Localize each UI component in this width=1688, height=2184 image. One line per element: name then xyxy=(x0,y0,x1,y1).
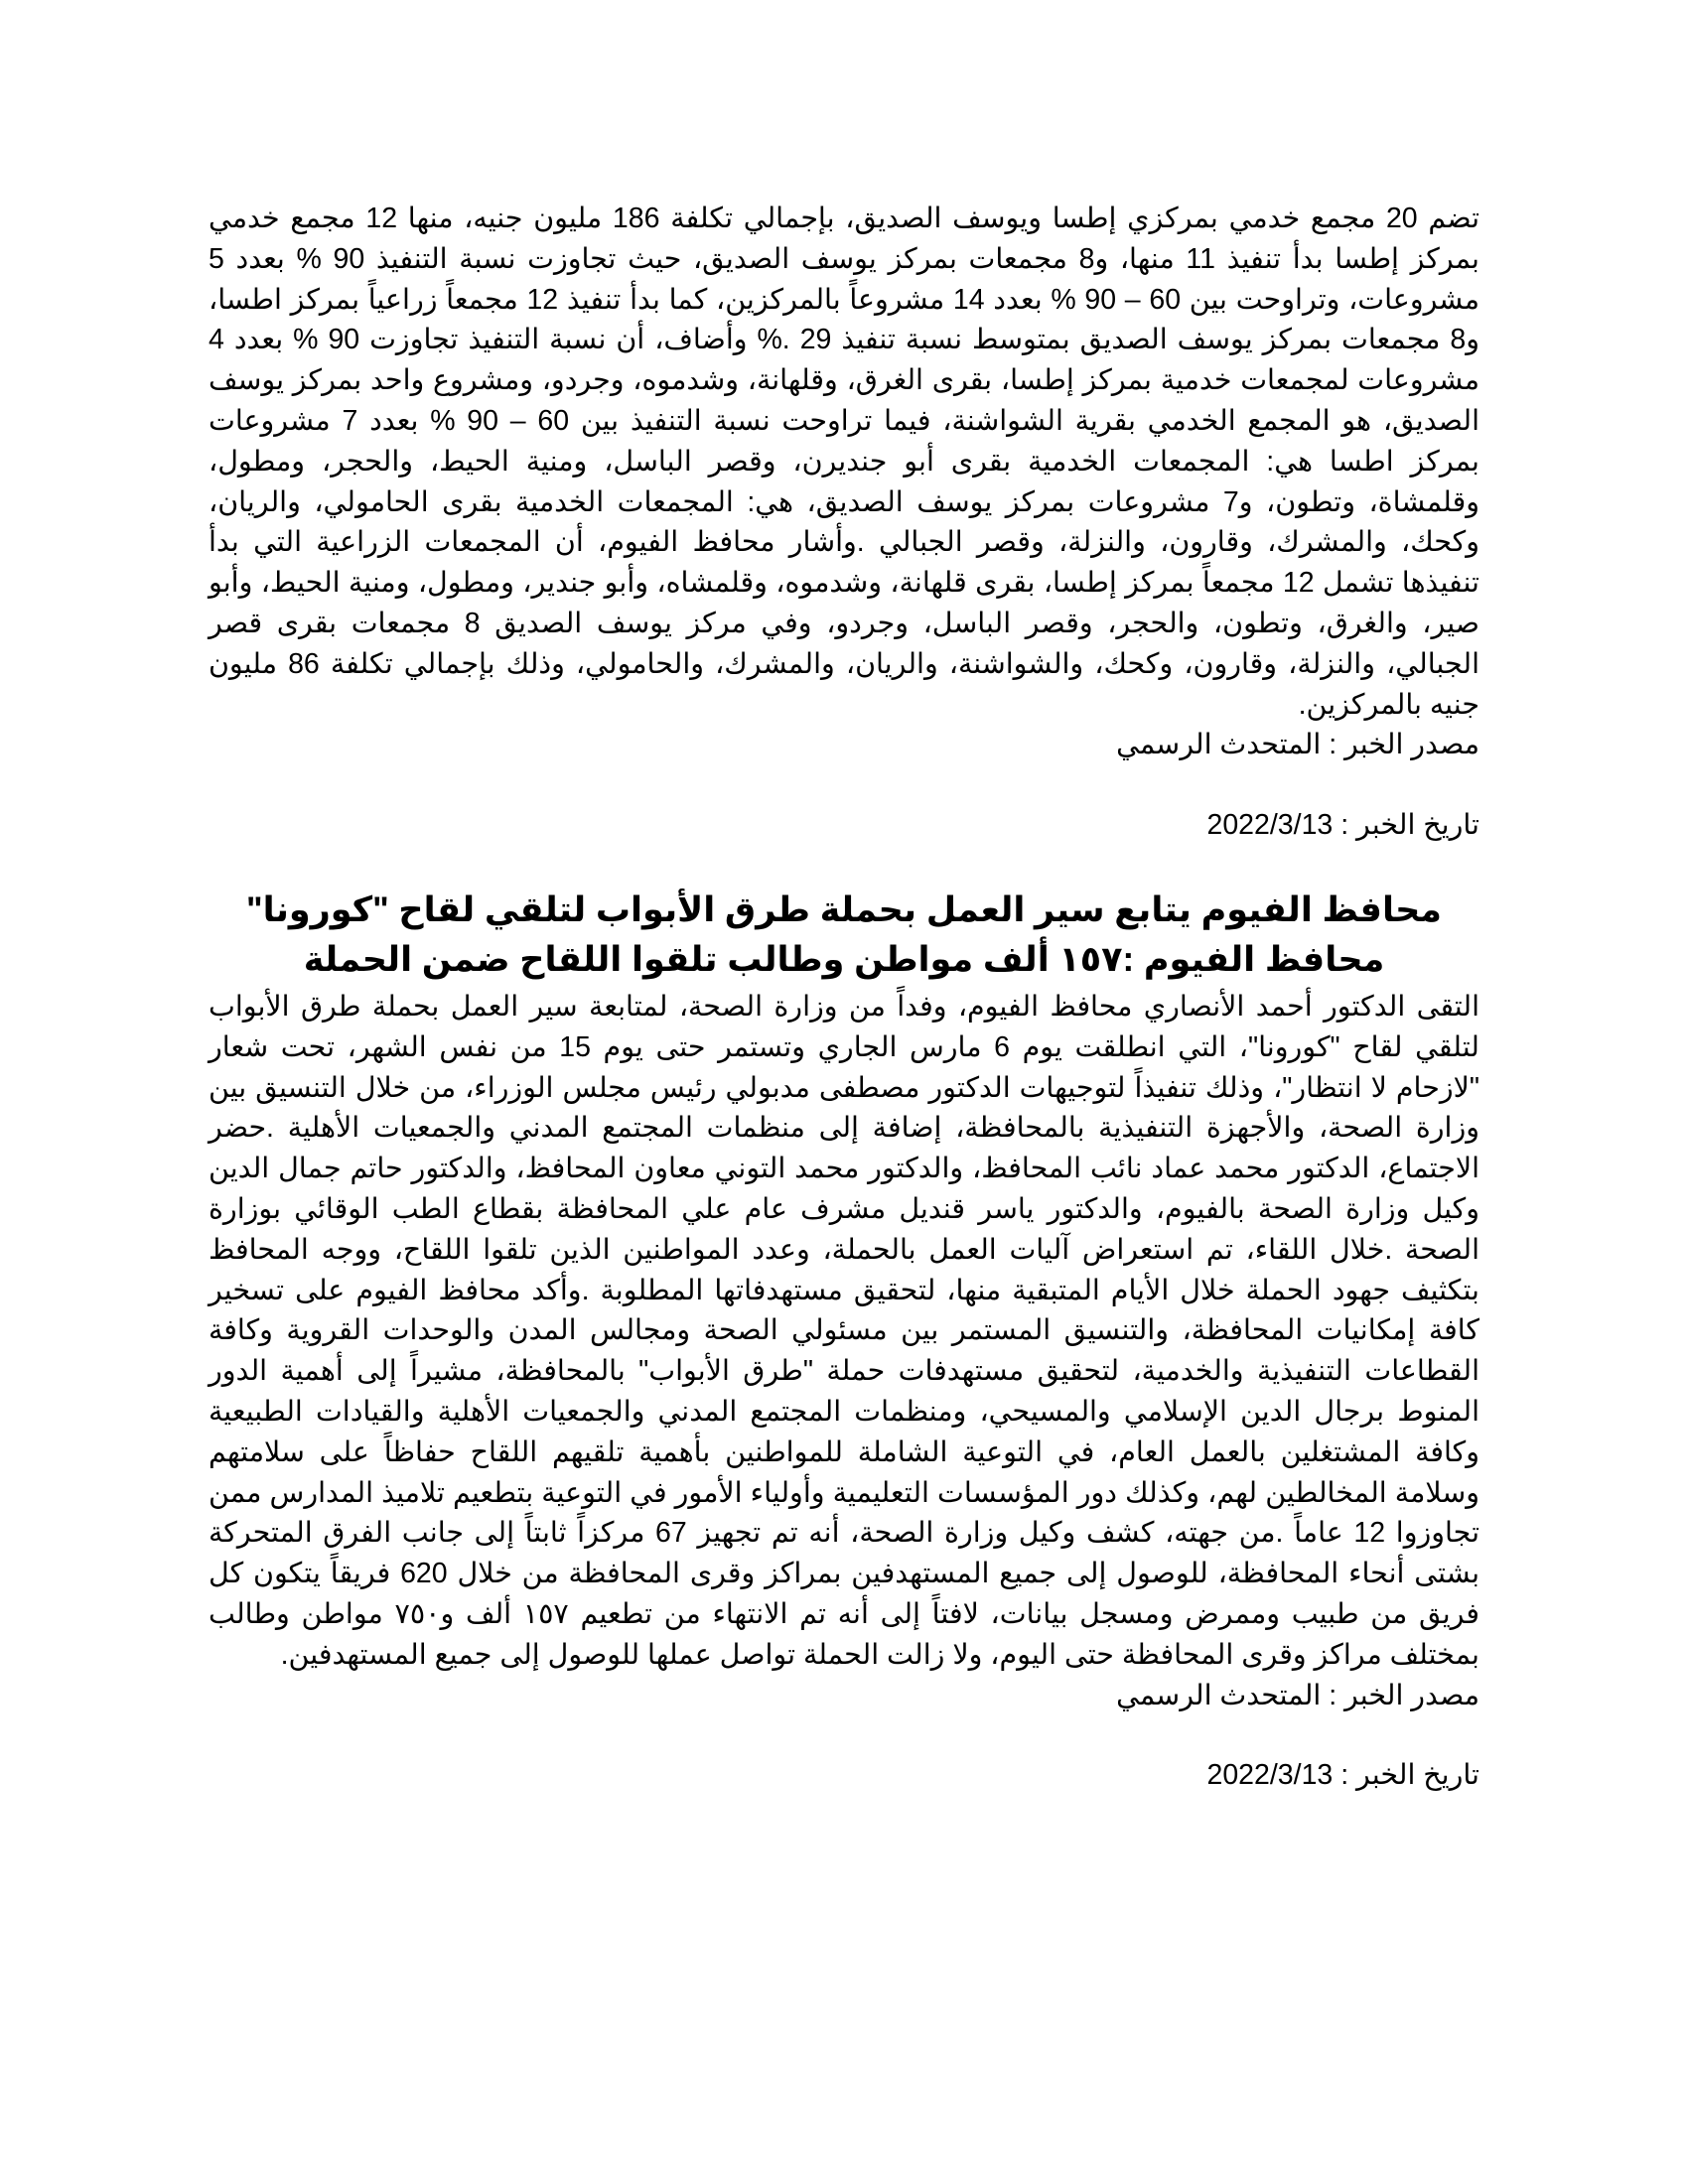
article-2-date: تاريخ الخبر : 2022/3/13 xyxy=(1206,1759,1479,1792)
article-1 xyxy=(209,199,1479,846)
article-1-date: تاريخ الخبر : 2022/3/13 xyxy=(1206,809,1479,842)
article-2-source: مصدر الخبر : المتحدث الرسمي xyxy=(1116,1679,1479,1711)
document-page xyxy=(209,199,1479,1796)
article-2-headline-1: محافظ الفيوم يتابع سير العمل بحملة طرق الأبواب لتلقي لقاح "كورونا" xyxy=(246,889,1442,929)
article-2 xyxy=(209,886,1479,1796)
article-2-body: التقى الدكتور أحمد الأنصاري محافظ الفيوم، وفداً من وزارة الصحة، لمتابعة سير العمل بحملة طرق الأبواب لتلقي لقاح "كورونا"، التي انطلقت يوم 6 مارس الجاري وتستمر حتى يوم 15 من نفس الشهر، تحت شعار "لازحام لا انتظار"، وذلك تنفيذاً لتوجيهات الدكتور مصطفى مدبولي رئيس مجلس الوزراء، من خلال التنسيق بين وزارة الصحة، والأجهزة التنفيذية بالمحافظة، إضافة إلى منظمات المجتمع المدني والجمعيات الأهلية .حضر الاجتماع، الدكتور محمد عماد نائب المحافظ، والدكتور محمد التوني معاون المحافظ، والدكتور حاتم جمال الدين وكيل وزارة الصحة بالفيوم، والدكتور ياسر قنديل مشرف عام علي المحافظة بقطاع الطب الوقائي بوزارة الصحة .خلال اللقاء، تم استعراض آليات العمل بالحملة، وعدد المواطنين الذين تلقوا اللقاح، ووجه المحافظ بتكثيف جهود الحملة خلال الأيام المتبقية منها، لتحقيق مستهدفاتها المطلوبة .وأكد محافظ الفيوم على تسخير كافة إمكانيات المحافظة، والتنسيق المستمر بين مسئولي الصحة ومجالس المدن والوحدات القروية وكافة القطاعات التنفيذية والخدمية، لتحقيق مستهدفات حملة "طرق الأبواب" بالمحافظة، مشيراً إلى أهمية الدور المنوط برجال الدين الإسلامي والمسيحي، ومنظمات المجتمع المدني والجمعيات الأهلية والقيادات الطبيعية وكافة المشتغلين بالعمل العام، في التوعية الشاملة للمواطنين بأهمية تلقيهم اللقاح حفاظاً على سلامتهم وسلامة المخالطين لهم، وكذلك دور المؤسسات التعليمية وأولياء الأمور في التوعية بتطعيم تلاميذ المدارس ممن تجاوزوا 12 عاماً .من جهته، كشف وكيل وزارة الصحة، أنه تم تجهيز 67 مركزاً ثابتاً إلى جانب الفرق المتحركة بشتى أنحاء المحافظة، للوصول إلى جميع المستهدفين بمراكز وقرى المحافظة من خلال 620 فريقاً يتكون كل فريق من طبيب وممرض ومسجل بيانات، لافتاً إلى أنه تم الانتهاء من تطعيم ١٥٧ ألف و٧٥٠ مواطن وطالب بمختلف مراكز وقرى المحافظة حتى اليوم، ولا زالت الحملة تواصل عملها للوصول إلى جميع المستهدفين. xyxy=(209,990,1480,1671)
article-2-headline-2: محافظ الفيوم :١٥٧ ألف مواطن وطالب تلقوا اللقاح ضمن الحملة xyxy=(303,939,1385,979)
article-1-body: تضم 20 مجمع خدمي بمركزي إطسا ويوسف الصديق، بإجمالي تكلفة 186 مليون جنيه، منها 12 مجمع خدمي بمركز إطسا بدأ تنفيذ 11 منها، و8 مجمعات بمركز يوسف الصديق، حيث تجاوزت نسبة التنفيذ 90 % بعدد 5 مشروعات، وتراوحت بين 60 – 90 % بعدد 14 مشروعاً بالمركزين، كما بدأ تنفيذ 12 مجمعاً زراعياً بمركز اطسا، و8 مجمعات بمركز يوسف الصديق بمتوسط نسبة تنفيذ 29 .% وأضاف، أن نسبة التنفيذ تجاوزت 90 % بعدد 4 مشروعات لمجمعات خدمية بمركز إطسا، بقرى الغرق، وقلهانة، وشدموه، وجردو، ومشروع واحد بمركز يوسف الصديق، هو المجمع الخدمي بقرية الشواشنة، فيما تراوحت نسبة التنفيذ بين 60 – 90 % بعدد 7 مشروعات بمركز اطسا هي: المجمعات الخدمية بقرى أبو جنديرن، وقصر الباسل، ومنية الحيط، والحجر، ومطول، وقلمشاة، وتطون، و7 مشروعات بمركز يوسف الصديق، هي: المجمعات الخدمية بقرى الحامولي، والريان، وكحك، والمشرك، وقارون، والنزلة، وقصر الجبالي .وأشار محافظ الفيوم، أن المجمعات الزراعية التي بدأ تنفيذها تشمل 12 مجمعاً بمركز إطسا، بقرى قلهانة، وشدموه، وقلمشاه، وأبو جندير، ومطول، ومنية الحيط، وأبو صير، والغرق، وتطون، والحجر، وقصر الباسل، وجردو، وفي مركز يوسف الصديق 8 مجمعات بقرى قصر الجبالي، والنزلة، وقارون، وكحك، والشواشنة، والريان، والمشرك، والحامولي، وذلك بإجمالي تكلفة 86 مليون جنيه بالمركزين. xyxy=(209,203,1480,721)
article-1-source: مصدر الخبر : المتحدث الرسمي xyxy=(1116,729,1479,761)
